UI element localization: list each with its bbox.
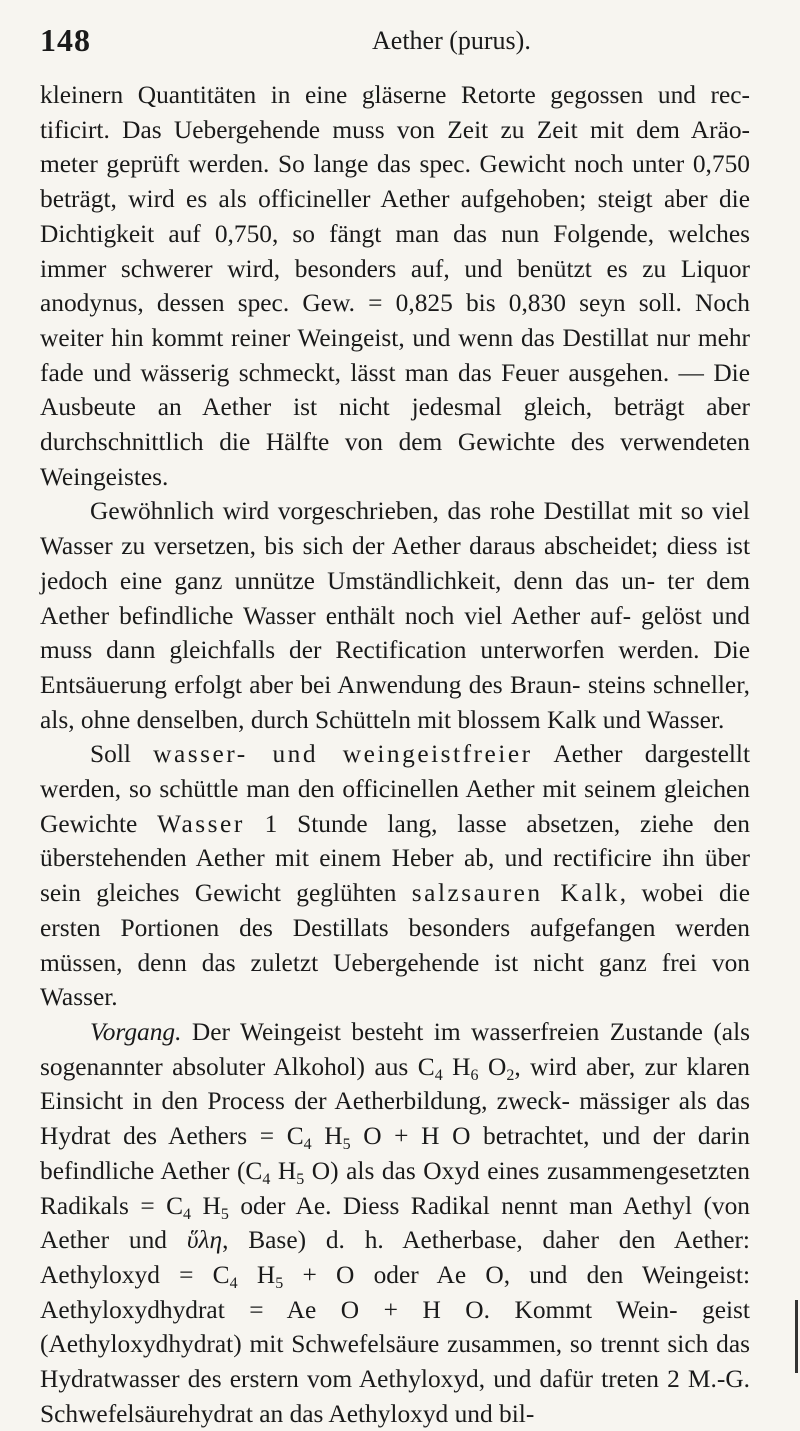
page-edge-mark (795, 1300, 798, 1373)
body-text (40, 78, 750, 1431)
paragraph-3 (40, 737, 750, 1015)
text-run: , wobei die ersten Portionen des Destillats besonders aufgefangen werden müssen, denn das zuletzt Uebergehende ist nicht ganz frei von Wasser. (40, 879, 750, 1012)
text-run: H (442, 1052, 471, 1081)
subscript: 5 (275, 1274, 284, 1292)
subscript: 2 (506, 1066, 515, 1084)
text-run: Soll (90, 740, 154, 769)
subscript: 5 (296, 1170, 305, 1188)
section-label: Vorgang. (90, 1017, 182, 1046)
text-run: H (311, 1122, 343, 1151)
text-run: H (270, 1156, 297, 1185)
text-run: , wird aber, zur klaren Einsicht in den Process der Aetherbildung, zweck- mässiger als das Hydrat des Aethers = C (40, 1052, 750, 1151)
subscript: 6 (470, 1066, 479, 1084)
text-run: Aether dargestellt werden, so schüttle man den officinellen Aether mit seinem gleichen Gewichte (40, 740, 750, 838)
subscript: 4 (303, 1136, 312, 1154)
running-title: Aether (purus). (372, 26, 531, 55)
text-run: + O oder Ae O, und den Weingeist: Aethyloxydhydrat = Ae O + H O. Kommt Wein- geist (Aethyloxydhydrat) mit Schwefelsäure zusammen, so trennt sich das Hydratwasser des erstern vom Aethyloxyd, und dafür treten 2 M.-G. Schwefelsäurehydrat an das Aethyloxyd und bil- (40, 1260, 751, 1428)
paragraph-2: Gewöhnlich wird vorgeschrieben, das rohe Destillat mit so viel Wasser zu versetzen, bis sich der Aether daraus abscheidet; diess ist jedoch eine ganz unnütze Umständlichkeit, denn das un- ter dem Aether befindliche Wasser enthält noch viel Aether auf- gelöst und muss dann gleichfalls der Rectification unterworfen werden. Die Entsäuerung erfolgt aber bei Anwendung des Braun- steins schneller, als, ohne denselben, durch Schütteln mit blossem Kalk und Wasser. (40, 497, 750, 734)
spaced-emphasis: salzsauren Kalk (411, 879, 620, 908)
text-run: 1 Stunde lang, lasse absetzen, ziehe den überstehenden Aether mit einem Heber ab, und rectificire ihn über sein gleiches Gewicht geglühten (40, 809, 750, 908)
subscript: 4 (183, 1205, 192, 1223)
paragraph-4 (40, 1015, 750, 1431)
subscript: 4 (434, 1066, 443, 1084)
text-run: O (478, 1052, 507, 1081)
paragraph-1: kleinern Quantitäten in eine gläserne Retorte gegossen und rec- tificirt. Das Uebergehende muss von Zeit zu Zeit mit dem Aräo- meter geprüft werden. So lange das spec. Gewicht noch unter 0,750 beträgt, wird es als officineller Aether aufgehoben; steigt aber die Dichtigkeit auf 0,750, so fängt man das nun Folgende, welches immer schwerer wird, besonders auf, und benützt es zu Liquor anodynus, dessen spec. Gew. = 0,825 bis 0,830 seyn soll. Noch weiter hin kommt reiner Weingeist, und wenn das Destillat nur mehr fade und wässerig schmeckt, lässt man das Feuer ausgehen. — Die Ausbeute an Aether ist nicht jedesmal gleich, beträgt aber durchschnittlich die Hälfte von dem Gewichte des verwendeten Weingeistes. (40, 81, 750, 491)
page-header (40, 22, 760, 62)
text-run: H (237, 1260, 276, 1289)
text-run: H (191, 1191, 221, 1220)
subscript: 4 (229, 1274, 238, 1292)
text-run: oder Ae. Diess Radikal nennt man Aethyl (von Aether und (40, 1191, 751, 1255)
subscript: 5 (342, 1136, 351, 1154)
text-run: O + H O betrachtet, und der darin befindliche Aether (C (40, 1122, 750, 1185)
text-run: Der Weingeist besteht im wasserfreien Zustande (als sogenannter absoluter Alkohol) aus C (40, 1017, 750, 1081)
page-number: 148 (40, 22, 91, 58)
greek-word: ὕλη (186, 1226, 223, 1255)
text-run: O) als das Oxyd eines zusammengesetzten Radikals = C (40, 1156, 751, 1220)
text-run: , Base) d. h. Aetherbase, daher den Aether: Aethyloxyd = C (40, 1226, 750, 1289)
subscript: 4 (262, 1170, 271, 1188)
subscript: 5 (220, 1205, 229, 1223)
spaced-emphasis: wasser- und weingeistfreier (153, 740, 533, 769)
spaced-emphasis: Wasser (157, 809, 245, 838)
